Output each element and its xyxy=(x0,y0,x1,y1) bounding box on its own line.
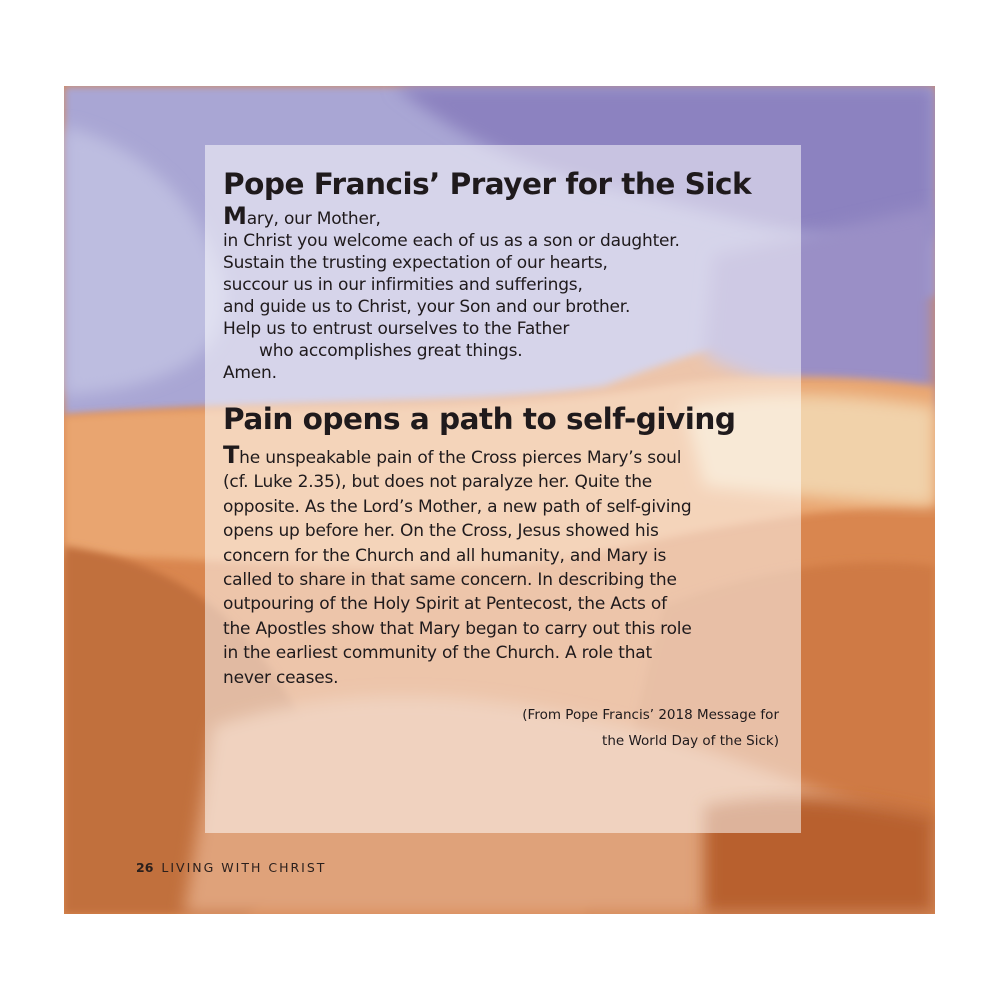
body-line: outpouring of the Holy Spirit at Pentecost, the Acts of xyxy=(223,594,667,615)
prayer-line-text: ary, our Mother, xyxy=(246,209,381,229)
body-line: in the earliest community of the Church. A role that xyxy=(223,643,652,664)
dropcap: T xyxy=(223,441,240,469)
prayer-line: Amen. xyxy=(223,363,277,383)
prayer-line: in Christ you welcome each of us as a son or daughter. xyxy=(223,231,680,251)
magazine-page xyxy=(64,86,935,914)
prayer-text xyxy=(223,202,783,384)
prayer-line: Sustain the trusting expectation of our hearts, xyxy=(223,253,608,273)
reflection-text xyxy=(223,441,783,690)
source-line: the World Day of the Sick) xyxy=(602,733,779,750)
body-line: never ceases. xyxy=(223,667,339,688)
reflection-title: Pain opens a path to self-giving xyxy=(223,402,736,436)
page-footer xyxy=(136,860,326,875)
body-line: the Apostles show that Mary began to carry out this role xyxy=(223,618,692,639)
body-line: opens up before her. On the Cross, Jesus showed his xyxy=(223,521,659,542)
text-panel xyxy=(205,145,801,833)
source-line: (From Pope Francis’ 2018 Message for xyxy=(522,707,779,724)
running-title: LIVING WITH CHRIST xyxy=(161,860,327,875)
prayer-line: and guide us to Christ, your Son and our brother. xyxy=(223,297,631,317)
body-line: concern for the Church and all humanity, and Mary is xyxy=(223,545,667,566)
prayer-line: succour us in our infirmities and sufferings, xyxy=(223,275,583,295)
page-number: 26 xyxy=(136,860,154,875)
body-line-text: he unspeakable pain of the Cross pierces Mary’s soul xyxy=(239,448,682,468)
body-line: opposite. As the Lord’s Mother, a new path of self-giving xyxy=(223,496,692,517)
prayer-line xyxy=(223,202,783,230)
prayer-line: Help us to entrust ourselves to the Father xyxy=(223,319,570,339)
source-citation xyxy=(223,702,783,754)
body-line: called to share in that same concern. In describing the xyxy=(223,570,677,591)
prayer-line: who accomplishes great things. xyxy=(259,341,523,361)
body-line: (cf. Luke 2.35), but does not paralyze her. Quite the xyxy=(223,472,653,493)
dropcap: M xyxy=(223,202,247,230)
prayer-title: Pope Francis’ Prayer for the Sick xyxy=(223,167,752,201)
body-line xyxy=(223,441,783,470)
